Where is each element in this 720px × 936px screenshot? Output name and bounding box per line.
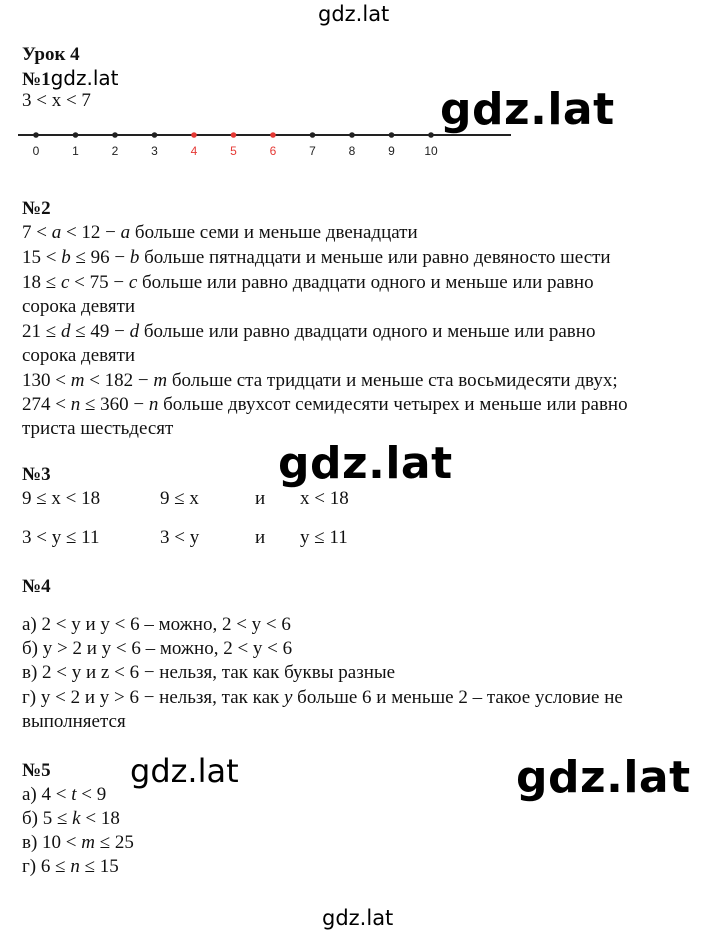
- tick-label-1: 1: [72, 144, 79, 158]
- lesson-title: Урок 4: [22, 44, 80, 65]
- task2-line-7: 130 < m < 182 − m больше ста тридцати и меньше ста восьмидесяти двух;: [22, 370, 618, 391]
- tick-point-4: [191, 132, 197, 138]
- task5-line-b: б) 5 ≤ k < 18: [22, 808, 120, 829]
- watermark-big-3: gdz.lat: [516, 752, 691, 803]
- task2-line-6: сорока девяти: [22, 345, 136, 366]
- number-line: [18, 118, 518, 160]
- task2-line-2: 15 < b ≤ 96 − b больше пятнадцати и меньше или равно девяносто шести: [22, 247, 611, 268]
- task1-header: [22, 66, 119, 91]
- tick-point-5: [231, 132, 237, 138]
- task2-line-8: 274 < n ≤ 360 − n больше двухсот семидесяти четырех и меньше или равно: [22, 394, 628, 415]
- tick-point-1: [73, 132, 79, 138]
- task2-line-9: триста шестьдесят: [22, 418, 174, 439]
- tick-label-8: 8: [348, 144, 356, 158]
- task2-number: №2: [22, 198, 51, 219]
- task4-number: №4: [22, 576, 51, 597]
- watermark-bottom: gdz.lat: [322, 906, 394, 930]
- task4-line-b: б) y > 2 и y < 6 – можно, 2 < y < 6: [22, 638, 293, 659]
- tick-point-3: [152, 132, 158, 138]
- task4-line-d: г) y < 2 и y > 6 − нельзя, так как y больше 6 и меньше 2 – такое условие не: [22, 687, 623, 708]
- task5-number: №5: [22, 760, 51, 781]
- tick-label-7: 7: [309, 144, 316, 158]
- task4-line-a: а) 2 < y и y < 6 – можно, 2 < y < 6: [22, 614, 291, 635]
- tick-label-5: 5: [230, 144, 237, 158]
- task3-row1-right: x < 18: [300, 488, 349, 509]
- task3-row1-and: и: [255, 488, 266, 509]
- tick-point-10: [428, 132, 434, 138]
- number-line-ticks: [33, 132, 438, 158]
- tick-point-0: [33, 132, 39, 138]
- tick-point-7: [310, 132, 316, 138]
- task2-line-4: сорока девяти: [22, 296, 136, 317]
- tick-point-2: [112, 132, 118, 138]
- task3-row1-full: 9 ≤ x < 18: [22, 488, 101, 509]
- tick-label-6: 6: [269, 144, 277, 158]
- task5-line-d: г) 6 ≤ n ≤ 15: [22, 856, 119, 877]
- task2-line-3: 18 ≤ c < 75 − c больше или равно двадцати одного и меньше или равно: [22, 272, 594, 293]
- tick-label-0: 0: [32, 144, 40, 158]
- task3-row2-full: 3 < y ≤ 11: [22, 527, 100, 548]
- tick-label-3: 3: [151, 144, 158, 158]
- tick-point-9: [389, 132, 395, 138]
- task3-row2-and: и: [255, 527, 266, 548]
- tick-label-4: 4: [190, 144, 198, 158]
- tick-label-9: 9: [388, 144, 395, 158]
- tick-label-2: 2: [111, 144, 119, 158]
- task1-number: №1: [22, 69, 51, 90]
- watermark-big-1: gdz.lat: [440, 84, 615, 135]
- tick-point-8: [349, 132, 355, 138]
- task4-line-e: выполняется: [22, 711, 126, 732]
- watermark-top: gdz.lat: [318, 2, 390, 26]
- task5-line-a: а) 4 < t < 9: [22, 784, 107, 805]
- task5-line-c: в) 10 < m ≤ 25: [22, 832, 134, 853]
- task3-row2-left: 3 < y: [160, 527, 200, 548]
- task1-inequality: 3 < x < 7: [22, 90, 91, 111]
- tick-point-6: [270, 132, 276, 138]
- task3-row1-left: 9 ≤ x: [160, 488, 199, 509]
- task2-line-1: 7 < a < 12 − a больше семи и меньше двенадцати: [22, 222, 418, 243]
- watermark-small-mid: gdz.lat: [130, 752, 239, 790]
- watermark-inline: gdz.lat: [50, 66, 119, 90]
- task3-number: №3: [22, 464, 51, 485]
- task4-line-c: в) 2 < y и z < 6 − нельзя, так как буквы разные: [22, 662, 396, 683]
- task3-row2-right: y ≤ 11: [300, 527, 348, 548]
- task2-line-5: 21 ≤ d ≤ 49 − d больше или равно двадцати одного и меньше или равно: [22, 321, 596, 342]
- tick-label-10: 10: [424, 144, 438, 158]
- watermark-big-2: gdz.lat: [278, 438, 453, 489]
